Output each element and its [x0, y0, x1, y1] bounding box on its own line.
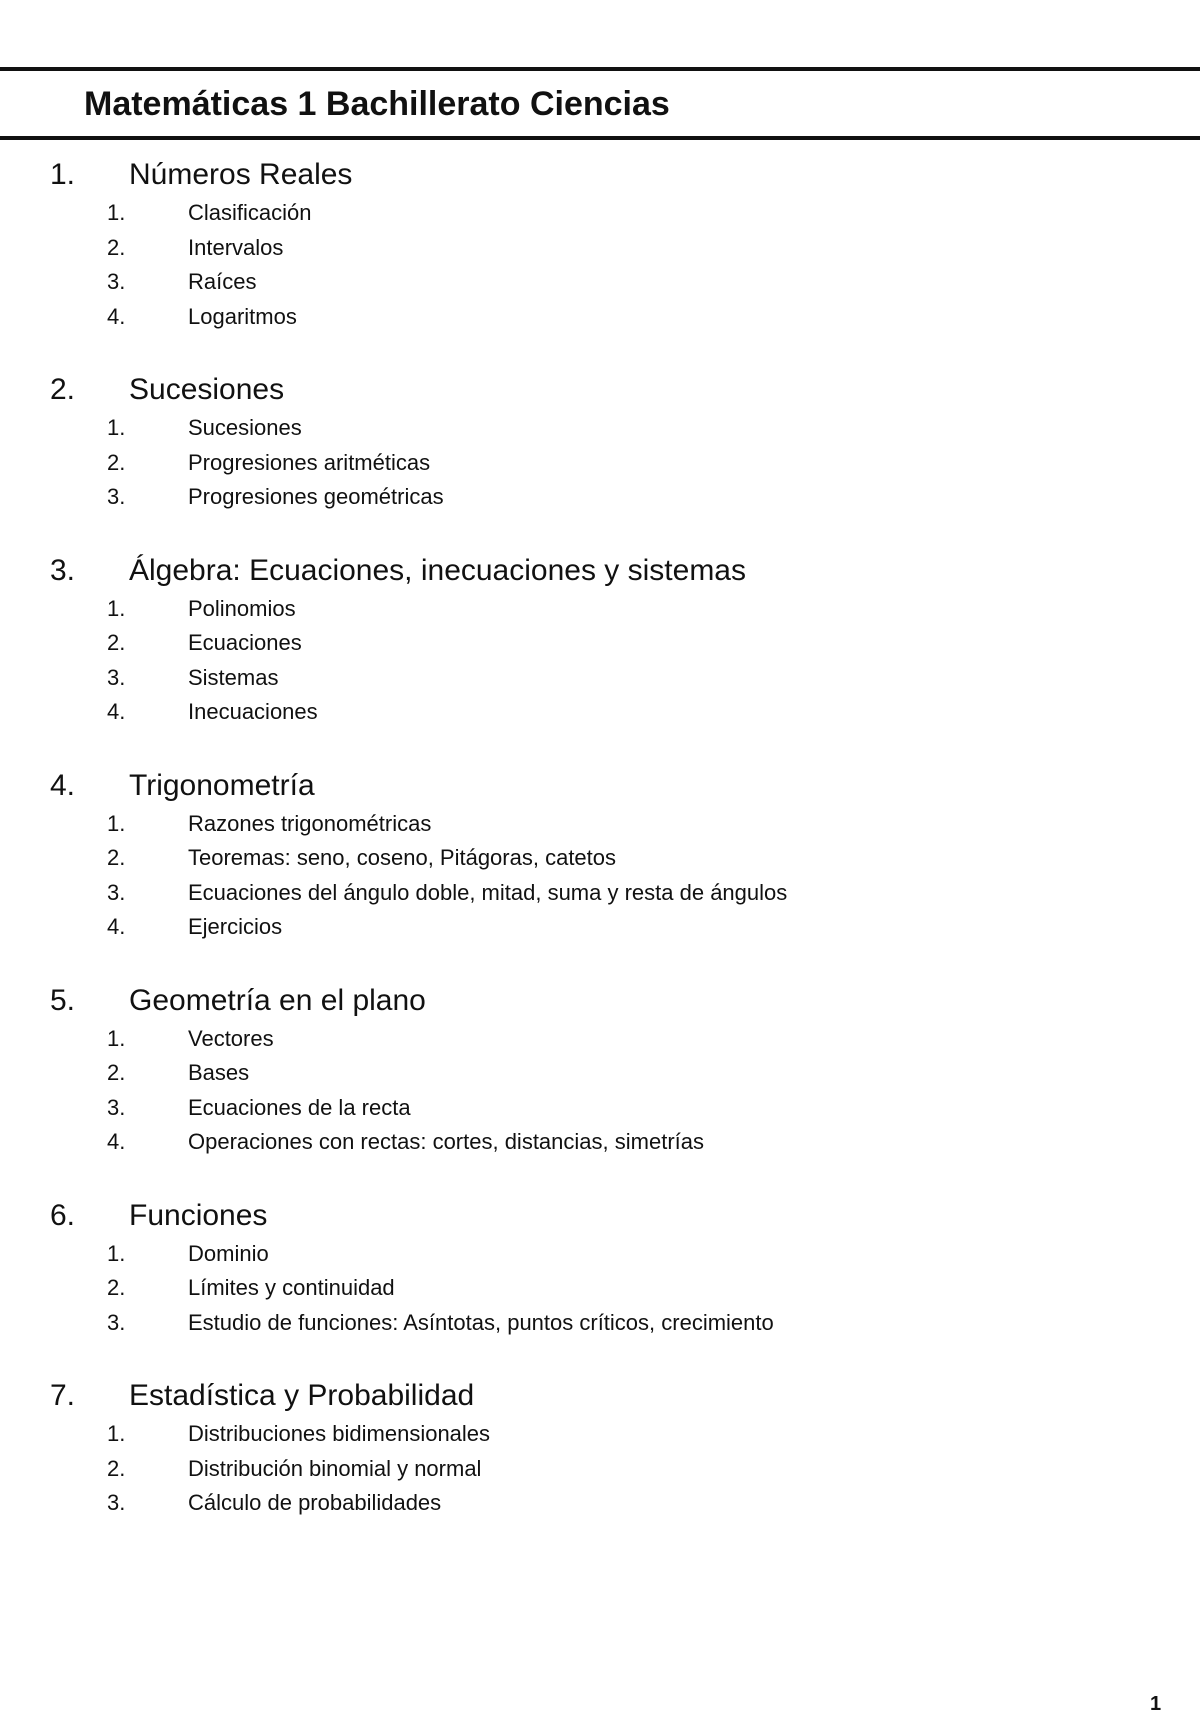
section-heading [0, 554, 1200, 594]
subtopic-label: Intervalos [188, 234, 284, 260]
subtopic-number: 3. [107, 1094, 126, 1120]
document-title: Matemáticas 1 Bachillerato Ciencias [84, 85, 670, 123]
subtopic-list [0, 1239, 1200, 1343]
subtopic-item [0, 1239, 1200, 1274]
subtopic-item [0, 448, 1200, 483]
subtopic-label: Estudio de funciones: Asíntotas, puntos críticos, crecimiento [188, 1309, 774, 1335]
subtopic-list [0, 198, 1200, 336]
section-title: Álgebra: Ecuaciones, inecuaciones y sistemas [129, 553, 746, 587]
section-5 [0, 984, 1200, 1162]
section-number: 7. [50, 1379, 76, 1412]
subtopic-label: Sistemas [188, 664, 279, 690]
subtopic-item [0, 1273, 1200, 1308]
subtopic-item [0, 843, 1200, 878]
subtopic-number: 1. [107, 810, 126, 836]
subtopic-label: Raíces [188, 269, 257, 294]
section-number: 3. [50, 553, 76, 587]
subtopic-number: 2. [107, 630, 126, 655]
subtopic-label: Operaciones con rectas: cortes, distancias, simetrías [188, 1129, 704, 1154]
section-number: 1. [50, 158, 76, 191]
subtopic-number: 1. [107, 595, 126, 621]
subtopic-number: 1. [107, 1025, 126, 1051]
subtopic-label: Ecuaciones de la recta [188, 1094, 411, 1120]
section-heading [0, 158, 1200, 198]
subtopic-number: 3. [107, 269, 126, 294]
subtopic-item [0, 594, 1200, 629]
subtopic-label: Ejercicios [188, 914, 283, 939]
section-heading [0, 373, 1200, 413]
subtopic-label: Vectores [188, 1025, 274, 1051]
subtopic-list [0, 594, 1200, 732]
subtopic-number: 1. [107, 200, 126, 225]
subtopic-number: 1. [107, 1240, 126, 1266]
subtopic-item [0, 1127, 1200, 1162]
section-title: Funciones [129, 1198, 268, 1232]
subtopic-item [0, 267, 1200, 302]
section-6 [0, 1199, 1200, 1343]
subtopic-item [0, 1419, 1200, 1454]
subtopic-item [0, 413, 1200, 448]
subtopic-label: Polinomios [188, 595, 296, 621]
subtopic-label: Dominio [188, 1240, 269, 1266]
subtopic-list [0, 809, 1200, 947]
section-1 [0, 158, 1200, 336]
subtopic-number: 3. [107, 1309, 126, 1335]
section-3 [0, 554, 1200, 732]
subtopic-number: 2. [107, 1275, 126, 1300]
subtopic-item [0, 1308, 1200, 1343]
section-heading [0, 984, 1200, 1024]
subtopic-number: 3. [107, 1490, 126, 1515]
section-heading [0, 1379, 1200, 1419]
subtopic-number: 2. [107, 234, 126, 260]
section-4 [0, 769, 1200, 947]
subtopic-item [0, 809, 1200, 844]
subtopic-item [0, 1454, 1200, 1489]
subtopic-item [0, 912, 1200, 947]
subtopic-list [0, 1024, 1200, 1162]
section-number: 5. [50, 983, 76, 1017]
title-band [0, 67, 1200, 140]
subtopic-item [0, 628, 1200, 663]
section-title: Estadística y Probabilidad [129, 1379, 475, 1412]
section-heading [0, 769, 1200, 809]
section-title: Sucesiones [129, 373, 285, 406]
subtopic-number: 3. [107, 664, 126, 690]
subtopic-item [0, 697, 1200, 732]
section-number: 2. [50, 373, 76, 406]
section-heading [0, 1199, 1200, 1239]
subtopic-number: 4. [107, 303, 126, 329]
subtopic-item [0, 233, 1200, 268]
subtopic-label: Logaritmos [188, 303, 297, 329]
subtopic-item [0, 1093, 1200, 1128]
subtopic-number: 2. [107, 449, 126, 475]
section-title: Geometría en el plano [129, 983, 426, 1017]
subtopic-label: Inecuaciones [188, 699, 318, 724]
subtopic-label: Distribución binomial y normal [188, 1455, 482, 1481]
subtopic-item [0, 1024, 1200, 1059]
section-title: Trigonometría [129, 768, 315, 802]
subtopic-number: 4. [107, 699, 126, 724]
subtopic-item [0, 198, 1200, 233]
subtopic-number: 4. [107, 1129, 126, 1154]
subtopic-item [0, 663, 1200, 698]
subtopic-number: 3. [107, 484, 126, 509]
subtopic-label: Razones trigonométricas [188, 810, 432, 836]
subtopic-item [0, 878, 1200, 913]
subtopic-list [0, 1419, 1200, 1523]
subtopic-number: 4. [107, 914, 126, 939]
page-number: 1 [1150, 1693, 1162, 1715]
subtopic-number: 1. [107, 415, 126, 440]
subtopic-number: 1. [107, 1421, 126, 1446]
subtopic-item [0, 302, 1200, 337]
subtopic-label: Ecuaciones del ángulo doble, mitad, suma y resta de ángulos [188, 879, 788, 905]
subtopic-label: Límites y continuidad [188, 1275, 395, 1300]
subtopic-number: 3. [107, 879, 126, 905]
subtopic-label: Sucesiones [188, 415, 302, 440]
subtopic-item [0, 1058, 1200, 1093]
topic-list [0, 158, 1200, 1560]
subtopic-label: Ecuaciones [188, 630, 302, 655]
subtopic-list [0, 413, 1200, 517]
subtopic-label: Cálculo de probabilidades [188, 1490, 442, 1515]
subtopic-label: Progresiones geométricas [188, 484, 444, 509]
section-2 [0, 373, 1200, 517]
subtopic-number: 2. [107, 845, 126, 870]
section-7 [0, 1379, 1200, 1523]
section-number: 6. [50, 1198, 76, 1232]
section-title: Números Reales [129, 158, 353, 191]
subtopic-item [0, 482, 1200, 517]
subtopic-label: Progresiones aritméticas [188, 449, 431, 475]
subtopic-number: 2. [107, 1060, 126, 1085]
subtopic-number: 2. [107, 1455, 126, 1481]
subtopic-label: Teoremas: seno, coseno, Pitágoras, catetos [188, 845, 617, 870]
subtopic-label: Clasificación [188, 200, 312, 225]
subtopic-label: Bases [188, 1060, 250, 1085]
subtopic-label: Distribuciones bidimensionales [188, 1421, 491, 1446]
section-number: 4. [50, 768, 76, 802]
subtopic-item [0, 1488, 1200, 1523]
